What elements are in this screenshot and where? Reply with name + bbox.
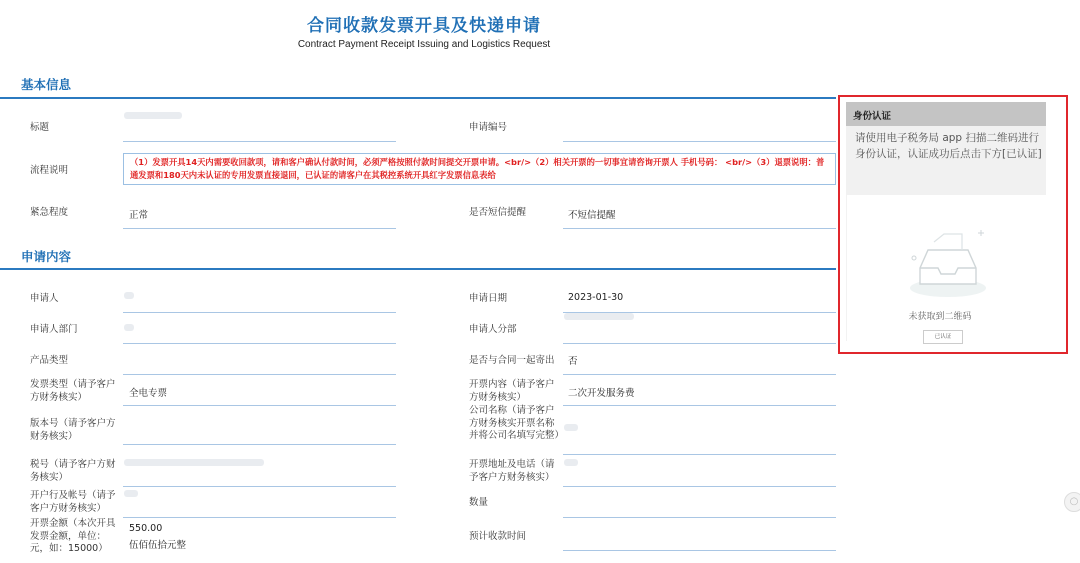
- page-title: 合同收款发票开具及快递申请: [307, 16, 541, 36]
- with-contract-label: 是否与合同一起寄出: [469, 355, 555, 366]
- quantity-label: 数量: [469, 497, 489, 508]
- bank-label: 开户行及帐号（请予客户方财务核实）: [30, 490, 116, 514]
- with-contract-field: [563, 374, 836, 375]
- section-divider: [0, 268, 836, 270]
- with-contract-value[interactable]: 否: [568, 356, 578, 367]
- applicant-field[interactable]: [123, 312, 396, 313]
- section-heading-request: 申请内容: [21, 249, 72, 264]
- request-no-label: 申请编号: [469, 122, 508, 133]
- auth-panel-heading: 身份认证: [846, 102, 1046, 126]
- urgency-value[interactable]: 正常: [129, 210, 149, 221]
- dept-field[interactable]: [123, 343, 396, 344]
- chat-bubble-icon[interactable]: ○: [1064, 492, 1080, 512]
- bank-field[interactable]: [123, 517, 396, 518]
- auth-instruction: 请使用电子税务局 app 扫描二维码进行身份认证，认证成功后点击下方[已认证]: [846, 126, 1046, 195]
- branch-value-redacted: [564, 313, 634, 320]
- dept-label: 申请人部门: [30, 324, 78, 335]
- sms-label: 是否短信提醒: [469, 207, 527, 218]
- address-field[interactable]: [563, 486, 836, 487]
- company-field[interactable]: [563, 454, 836, 455]
- invoice-content-field: [563, 405, 836, 406]
- process-label: 流程说明: [30, 165, 69, 176]
- section-heading-basic: 基本信息: [21, 77, 72, 92]
- qr-empty-message: 未获取到二维码: [908, 312, 972, 322]
- verified-button[interactable]: 已认证: [923, 330, 963, 344]
- invoice-type-field: [123, 405, 396, 406]
- section-divider: [0, 97, 836, 99]
- tax-no-value-redacted: [124, 459, 264, 466]
- title-label: 标题: [30, 122, 50, 133]
- identity-auth-panel: [838, 95, 1068, 354]
- invoice-type-value[interactable]: 全电专票: [129, 388, 168, 399]
- applicant-value-redacted: [124, 292, 134, 299]
- page-subtitle: Contract Payment Receipt Issuing and Logistics Request: [297, 39, 551, 50]
- urgency-field: [123, 228, 396, 229]
- address-label: 开票地址及电话（请予客户方财务核实）: [469, 459, 555, 483]
- invoice-type-label: 发票类型（请予客户方财务核实）: [30, 379, 116, 403]
- bank-value-redacted: [124, 490, 138, 497]
- amount-label: 开票金额（本次开具发票金额，单位：元，如：15000）: [30, 518, 116, 554]
- quantity-field[interactable]: [563, 517, 836, 518]
- amount-in-words: 伍佰伍拾元整: [129, 540, 187, 551]
- title-field[interactable]: [123, 141, 396, 142]
- title-value-redacted: [124, 112, 182, 119]
- empty-tray-icon: [898, 222, 998, 302]
- expected-date-field[interactable]: [563, 550, 836, 551]
- version-field[interactable]: [123, 444, 396, 445]
- version-label: 版本号（请予客户方财务核实）: [30, 418, 116, 442]
- expected-date-label: 预计收款时间: [469, 531, 527, 542]
- tax-no-label: 税号（请予客户方财务核实）: [30, 459, 116, 483]
- branch-field[interactable]: [563, 343, 836, 344]
- tax-no-field[interactable]: [123, 486, 396, 487]
- amount-value[interactable]: 550.00: [129, 523, 163, 534]
- process-notice: （1）发票开具14天内需要收回款项，请和客户确认付款时间，必须严格按照付款时间提交开票申请。<br/>（2）相关开票的一切事宜请咨询开票人 手机号码： <br/>（3）退票说明：普通发票和180天内未认证的专用发票直接退回，已认证的请客户在其税控系统开具红字发票信息表给: [123, 153, 836, 185]
- invoice-content-label: 开票内容（请予客户方财务核实）: [469, 379, 555, 403]
- branch-label: 申请人分部: [469, 324, 517, 335]
- applicant-label: 申请人: [30, 293, 59, 304]
- urgency-label: 紧急程度: [30, 207, 69, 218]
- product-label: 产品类型: [30, 355, 69, 366]
- date-value[interactable]: 2023-01-30: [568, 292, 624, 303]
- sms-field: [563, 228, 836, 229]
- product-field[interactable]: [123, 374, 396, 375]
- dept-value-redacted: [124, 324, 134, 331]
- company-label: 公司名称（请予客户方财务核实开票名称并将公司名填写完整）: [469, 405, 565, 441]
- request-no-field[interactable]: [563, 141, 836, 142]
- invoice-content-value[interactable]: 二次开发服务费: [568, 388, 635, 399]
- date-label: 申请日期: [469, 293, 508, 304]
- sms-value[interactable]: 不短信提醒: [568, 210, 616, 221]
- company-value-redacted: [564, 424, 578, 431]
- address-value-redacted: [564, 459, 578, 466]
